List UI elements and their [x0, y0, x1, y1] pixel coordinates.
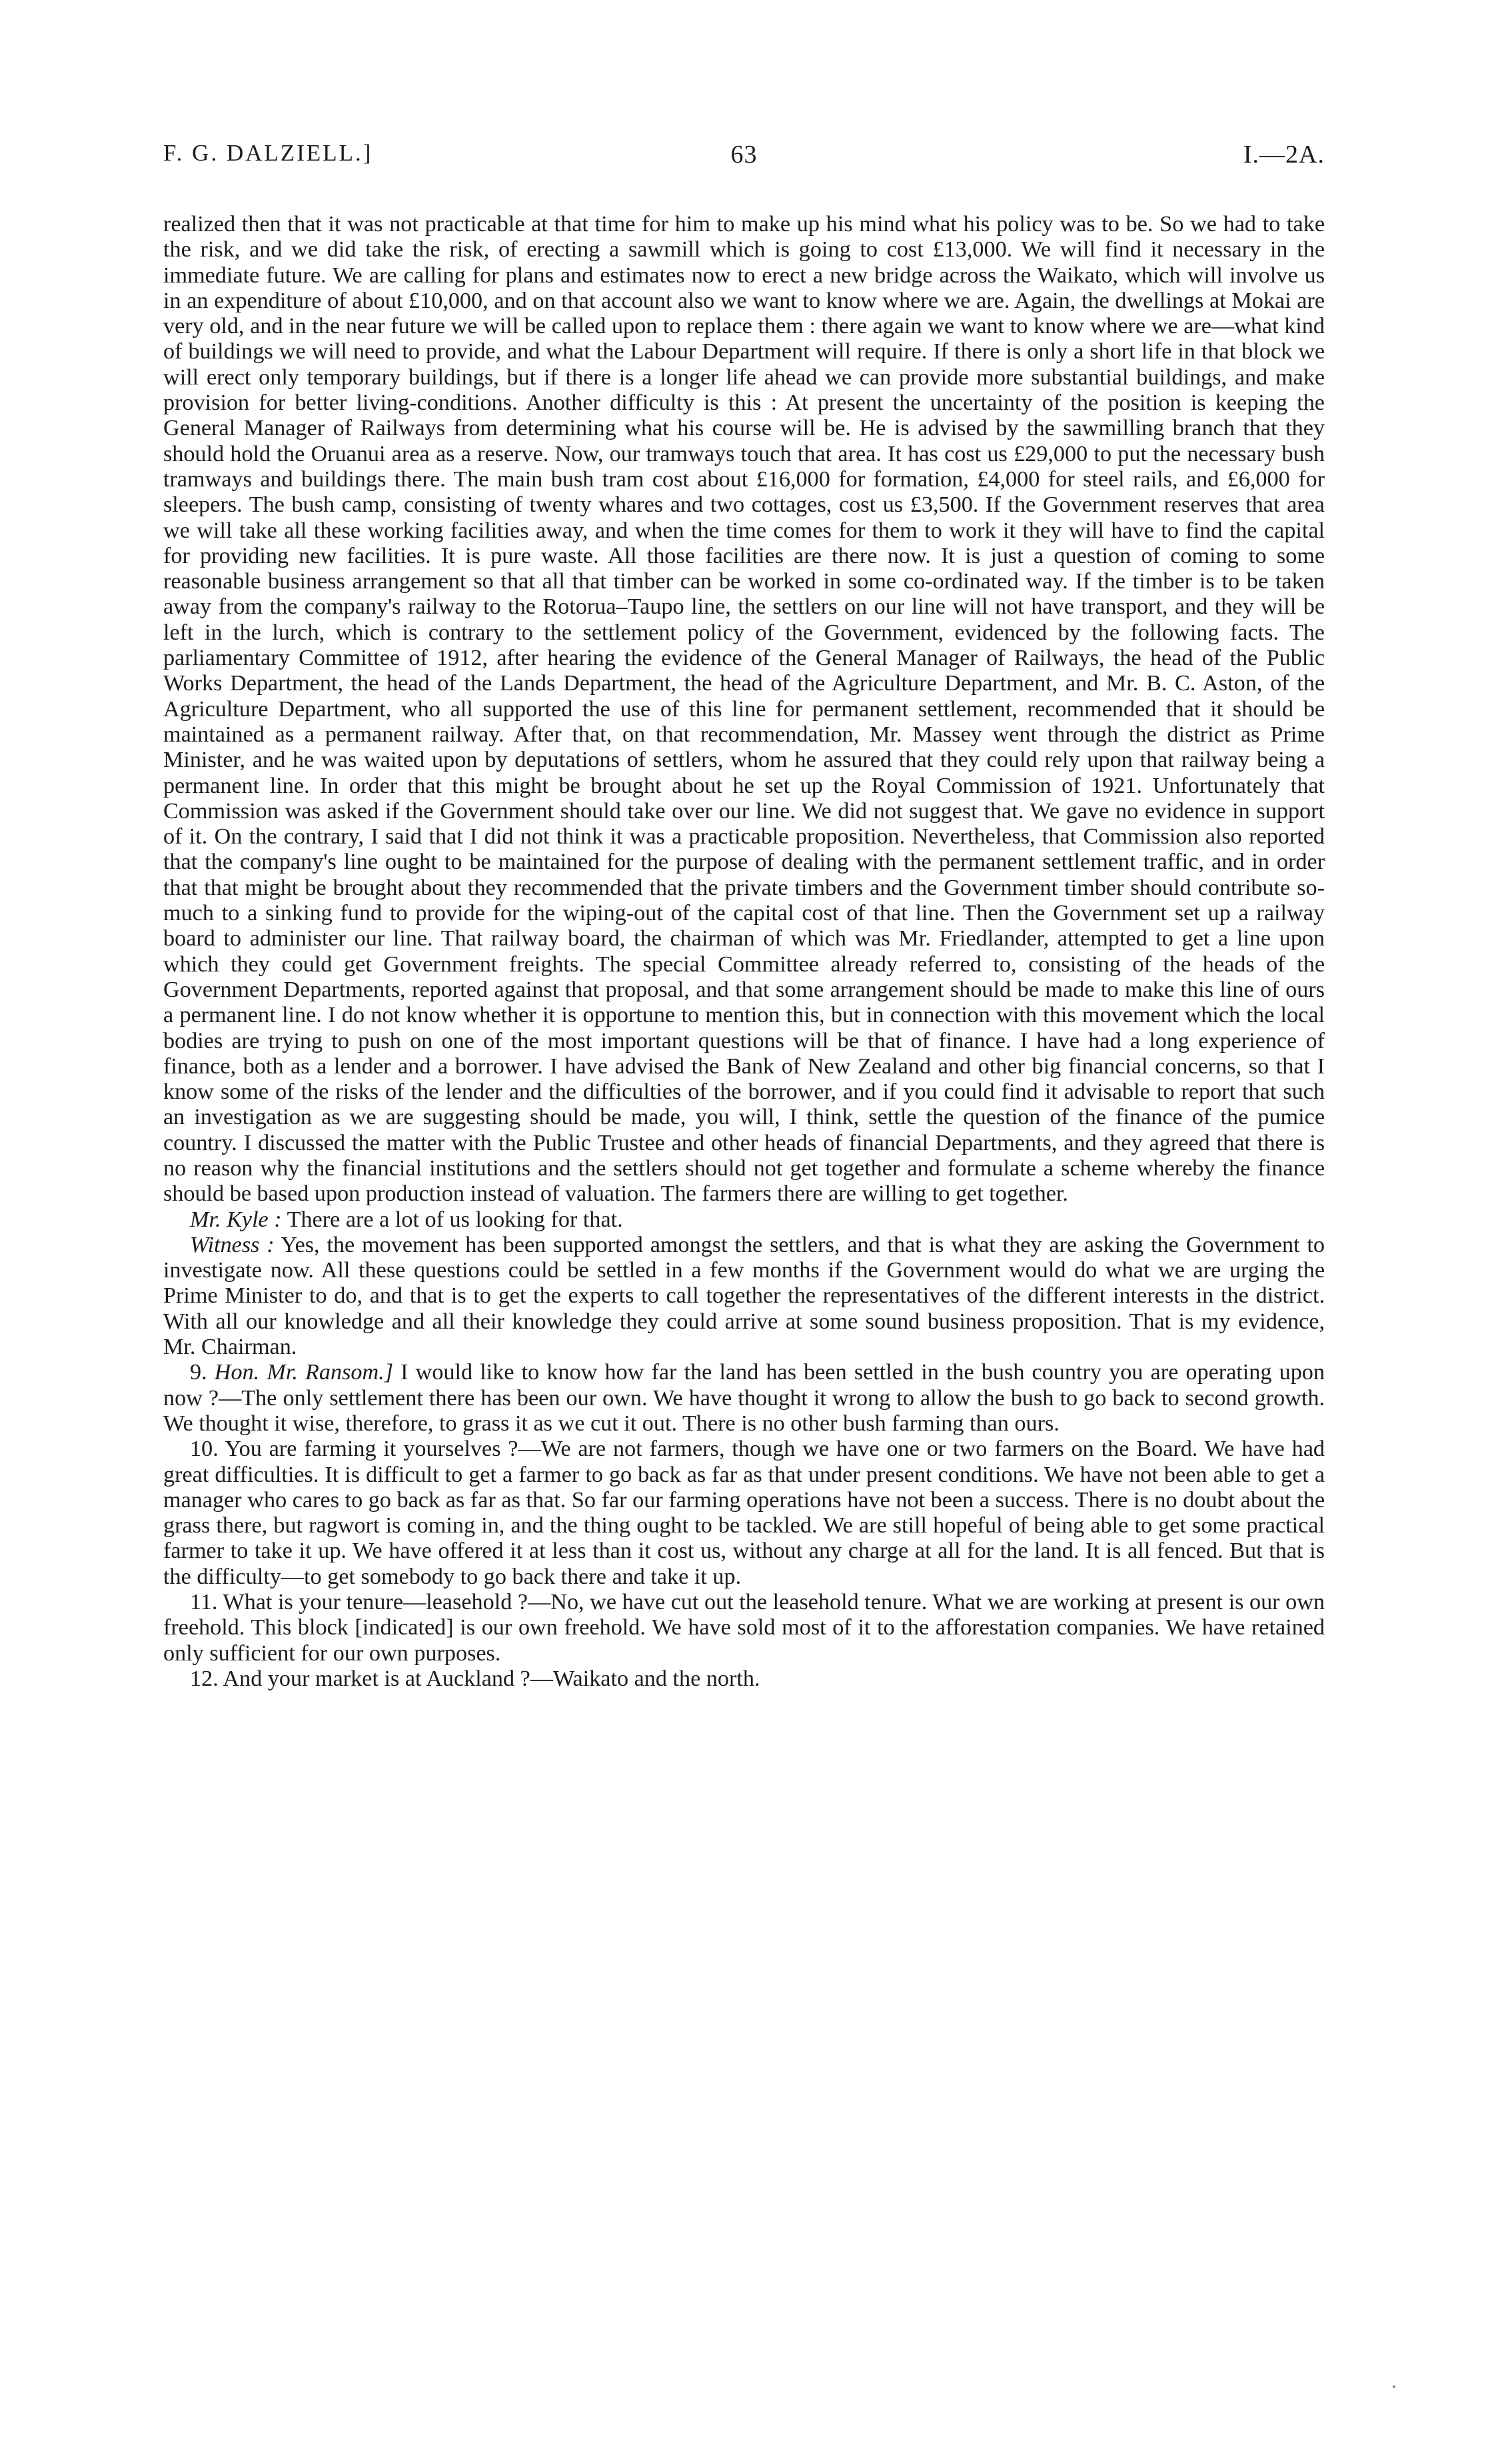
paragraph-kyle	[163, 1207, 1325, 1233]
paragraph-text: I would like to know how far the land has been settled in the bush country you are operating upon now ?—The only settlement there has been our own. We have thought it wrong to allow the bush to go back to second growth. We thought it wise, therefore, to grass it as we cut it out. There is no other bush farming than ours.	[163, 1360, 1325, 1436]
paragraph-witness	[163, 1233, 1325, 1360]
question-9	[163, 1360, 1325, 1437]
paragraph-text: And your market is at Auckland ?—Waikato and the north.	[223, 1666, 760, 1691]
evidence-text	[163, 212, 1325, 1692]
witness-name: F. G. DALZIELL.]	[163, 140, 373, 166]
question-11	[163, 1590, 1325, 1666]
document-reference: I.—2A.	[1243, 141, 1325, 169]
speaker-label: Witness :	[190, 1232, 275, 1257]
paragraph-text: You are farming it yourselves ?—We are not farmers, though we have one or two farmers on the Board. We have had great difficulties. It is difficult to get a farmer to go back as far as that under present conditions. We have not been able to get a manager who cares to go back as far as that. So far our farming operations have not been a success. There is no doubt about the grass there, but ragwort is coming in, and the thing ought to be tackled. We are still hopeful of being able to get some practical farmer to take it up. We have offered it at less than it cost us, without any charge at all for the land. It is all fenced. But that is the difficulty—to get somebody to go back there and take it up.	[163, 1437, 1325, 1589]
paragraph-continued	[163, 212, 1325, 1207]
running-head	[163, 140, 1325, 187]
margin-speck	[1393, 2385, 1395, 2388]
question-number: 9.	[190, 1360, 207, 1385]
page-number: 63	[730, 141, 758, 169]
question-12	[163, 1666, 1325, 1692]
question-10	[163, 1437, 1325, 1590]
paragraph-text: What is your tenure—leasehold ?—No, we have cut out the leasehold tenure. What we are working at present is our own freehold. This block [indicated] is our own freehold. We have sold most of it to the afforestation companies. We have retained only sufficient for our own purposes.	[163, 1590, 1325, 1666]
paragraph-text: Yes, the movement has been supported amongst the settlers, and that is what they are asking the Government to investigate now. All these questions could be settled in a few months if the Government would do what we are urging the Prime Minister to do, and that is to get the experts to call together the representatives of the different interests in the district. With all our knowledge and all their knowledge they could arrive at some sound business proposition. That is my evidence, Mr. Chairman.	[163, 1232, 1325, 1360]
speaker-label: Hon. Mr. Ransom.]	[214, 1360, 394, 1385]
question-number: 12.	[190, 1666, 219, 1691]
paragraph-text: There are a lot of us looking for that.	[287, 1207, 623, 1232]
document-page	[163, 140, 1325, 1692]
question-number: 10.	[190, 1437, 219, 1462]
speaker-label: Mr. Kyle :	[190, 1207, 282, 1232]
paragraph-text: realized then that it was not practicable at that time for him to make up his mind what his policy was to be. So we had to take the risk, and we did take the risk, of erecting a sawmill which is going to cost £13,000. We will find it necessary in the immediate future. We are calling for plans and estimates now to erect a new bridge across the Waikato, which will involve us in an expenditure of about £10,000, and on that account also we want to know where we are. Again, the dwellings at Mokai are very old, and in the near future we will be called upon to replace them : there again we want to know where we are—what kind of buildings we will need to provide, and what the Labour Department will require. If there is only a short life in that block we will erect only temporary buildings, but if there is a longer life ahead we can provide more substantial buildings, and make provision for better living-conditions. Another difficulty is this : At present the uncertainty of the position is keeping the General Manager of Railways from determining what his course will be. He is advised by the sawmilling branch that they should hold the Oruanui area as a reserve. Now, our tramways touch that area. It has cost us £29,000 to put the necessary bush tramways and buildings there. The main bush tram cost about £16,000 for formation, £4,000 for steel rails, and £6,000 for sleepers. The bush camp, consisting of twenty whares and two cottages, cost us £3,500. If the Government reserves that area we will take all these working facilities away, and when the time comes for them to work it they will have to find the capital for providing new facilities. It is pure waste. All those facilities are there now. It is just a question of coming to some reasonable business arrangement so that all that timber can be worked in some co-ordinated way. If the timber is to be taken away from the company's railway to the Rotorua–Taupo line, the settlers on our line will not have transport, and they will be left in the lurch, which is contrary to the settlement policy of the Government, evidenced by the following facts. The parliamentary Committee of 1912, after hearing the evidence of the General Manager of Railways, the head of the Public Works Department, the head of the Lands Department, the head of the Agriculture Department, and Mr. B. C. Aston, of the Agriculture Department, who all supported the use of this line for permanent settlement, recommended that it should be maintained as a permanent railway. After that, on that recommendation, Mr. Massey went through the district as Prime Minister, and he was waited upon by deputations of settlers, whom he assured that they could rely upon that railway being a permanent line. In order that this might be brought about he set up the Royal Commission of 1921. Unfortunately that Commission was asked if the Government should take over our line. We did not suggest that. We gave no evidence in support of it. On the contrary, I said that I did not think it was a practicable proposition. Nevertheless, that Commission also reported that the company's line ought to be maintained for the purpose of dealing with the permanent settlement traffic, and in order that that might be brought about they recommended that the private timbers and the Government timber should contribute so-much to a sinking fund to provide for the wiping-out of the capital cost of that line. Then the Government set up a railway board to administer our line. That railway board, the chairman of which was Mr. Friedlander, attempted to get a line upon which they could get Government freights. The special Committee already referred to, consisting of the heads of the Government Departments, reported against that proposal, and that some arrangement should be made to make this line of ours a permanent line. I do not know whether it is opportune to mention this, but in connection with this movement which the local bodies are trying to push on one of the most important questions will be that of finance. I have had a long experience of finance, both as a lender and a borrower. I have advised the Bank of New Zealand and other big financial concerns, so that I know some of the risks of the lender and the difficulties of the borrower, and if you could find it advisable to report that such an investigation as we are suggesting should be made, you will, I think, settle the question of the finance of the pumice country. I discussed the matter with the Public Trustee and other heads of financial Departments, and they agreed that there is no reason why the financial institutions and the settlers should not get together and formulate a scheme whereby the finance should be based upon production instead of valuation. The farmers there are willing to get together.	[163, 212, 1325, 1207]
question-number: 11.	[190, 1590, 218, 1615]
